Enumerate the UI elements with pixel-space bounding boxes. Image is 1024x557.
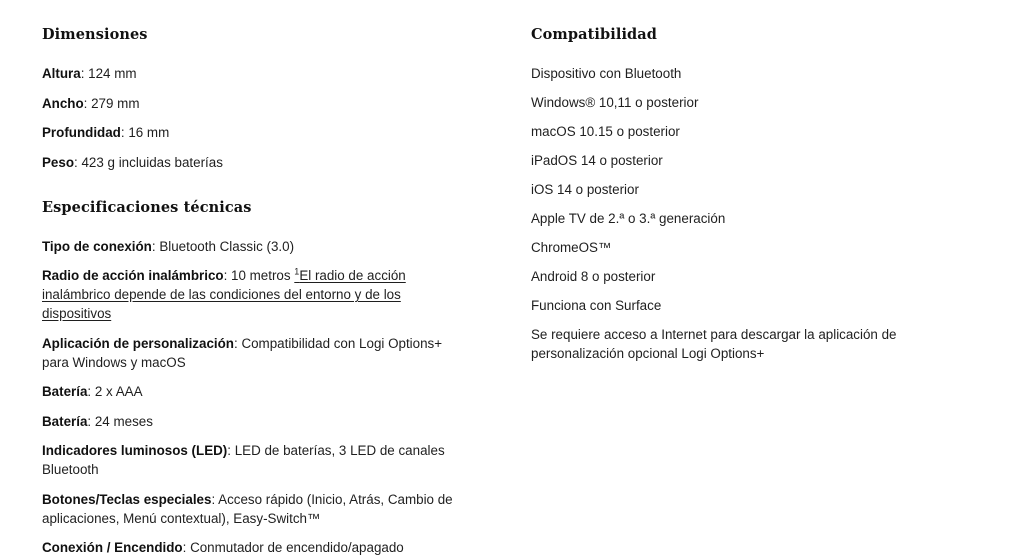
spec-row-ancho xyxy=(42,94,472,113)
spec-label: Profundidad xyxy=(42,125,121,141)
technical-specs-list xyxy=(42,237,482,557)
spec-columns xyxy=(0,26,1024,557)
spec-value: Compatibilidad con Logi Options+ para Windows y macOS xyxy=(42,335,443,370)
spec-separator: : xyxy=(87,384,95,400)
spec-separator: : xyxy=(211,491,219,507)
spec-label: Peso xyxy=(42,154,75,170)
spec-separator: : xyxy=(227,443,235,459)
spec-value: 10 metros xyxy=(231,268,295,284)
compat-item-bluetooth-device: Dispositivo con Bluetooth xyxy=(531,66,682,82)
spec-separator: : xyxy=(223,268,232,284)
spec-label: Indicadores luminosos (LED) xyxy=(42,443,228,459)
spec-row-indicadores-luminosos xyxy=(42,441,472,479)
spec-separator: : xyxy=(87,413,95,429)
spec-label: Batería xyxy=(42,413,88,429)
spec-separator: : xyxy=(151,238,160,254)
spec-row-bateria-duracion xyxy=(42,412,472,431)
right-column xyxy=(490,26,980,363)
spec-row-peso xyxy=(42,153,472,172)
spec-value: Acceso rápido (Inicio, Atrás, Cambio de aplicaciones, Menú contextual), Easy-Switch™ xyxy=(42,491,453,526)
spec-value: Bluetooth Classic (3.0) xyxy=(159,238,295,254)
spec-row-conexion-encendido xyxy=(42,538,472,557)
spec-value: 279 mm xyxy=(91,95,140,111)
spec-value: 423 g incluidas baterías xyxy=(81,154,223,170)
spec-value: Conmutador de encendido/apagado xyxy=(190,540,404,556)
compatibility-list xyxy=(531,64,960,363)
technical-specs-heading: Especificaciones técnicas xyxy=(42,198,252,216)
spec-label: Batería xyxy=(42,384,88,400)
spec-separator: : xyxy=(233,335,242,351)
dimensions-heading: Dimensiones xyxy=(42,26,148,43)
spec-row-altura xyxy=(42,64,472,83)
spec-row-botones-teclas-especiales xyxy=(42,490,472,528)
spec-value: LED de baterías, 3 LED de canales Bluetooth xyxy=(42,443,445,478)
compat-item-internet-requirement: Se requiere acceso a Internet para descargar la aplicación de personalización opcional Logi Options+ xyxy=(531,327,897,362)
spec-row-radio-de-accion-inalambrico xyxy=(42,266,472,323)
spec-separator: : xyxy=(83,95,92,111)
spec-separator: : xyxy=(74,154,82,170)
compat-item-surface: Funciona con Surface xyxy=(531,298,662,314)
spec-row-bateria-tipo xyxy=(42,382,472,401)
compat-item-ipados: iPadOS 14 o posterior xyxy=(531,153,663,169)
spec-separator: : xyxy=(120,125,129,141)
spec-value: 16 mm xyxy=(128,125,170,141)
compat-item-apple-tv: Apple TV de 2.ª o 3.ª generación xyxy=(531,211,726,227)
spec-label: Tipo de conexión xyxy=(42,238,152,254)
spec-row-tipo-de-conexion xyxy=(42,237,472,256)
spec-label: Radio de acción inalámbrico xyxy=(42,268,224,284)
spec-value: 24 meses xyxy=(94,413,153,429)
compat-item-ios: iOS 14 o posterior xyxy=(531,182,639,198)
compatibility-heading: Compatibilidad xyxy=(531,26,658,43)
compat-item-android: Android 8 o posterior xyxy=(531,269,656,285)
footnote-text: El radio de acción inalámbrico depende de las condiciones del entorno y de los dispositivos xyxy=(42,268,406,322)
spec-label: Conexión / Encendido xyxy=(42,540,183,556)
spec-separator: : xyxy=(182,540,191,556)
spec-separator: : xyxy=(80,66,89,82)
spec-label: Ancho xyxy=(42,95,84,111)
spec-row-aplicacion-de-personalizacion xyxy=(42,334,472,372)
spec-row-profundidad xyxy=(42,123,472,142)
left-column xyxy=(0,26,490,557)
footnote-marker: 1 xyxy=(294,266,300,277)
spec-label: Aplicación de personalización xyxy=(42,335,234,351)
dimensions-list xyxy=(42,64,482,172)
compat-item-macos: macOS 10.15 o posterior xyxy=(531,124,680,140)
spec-label: Botones/Teclas especiales xyxy=(42,491,212,507)
spec-value: 2 x AAA xyxy=(94,384,143,400)
spec-label: Altura xyxy=(42,66,81,82)
compat-item-chromeos: ChromeOS™ xyxy=(531,240,612,256)
spec-value: 124 mm xyxy=(88,66,137,82)
compat-item-windows: Windows® 10,11 o posterior xyxy=(531,95,699,111)
